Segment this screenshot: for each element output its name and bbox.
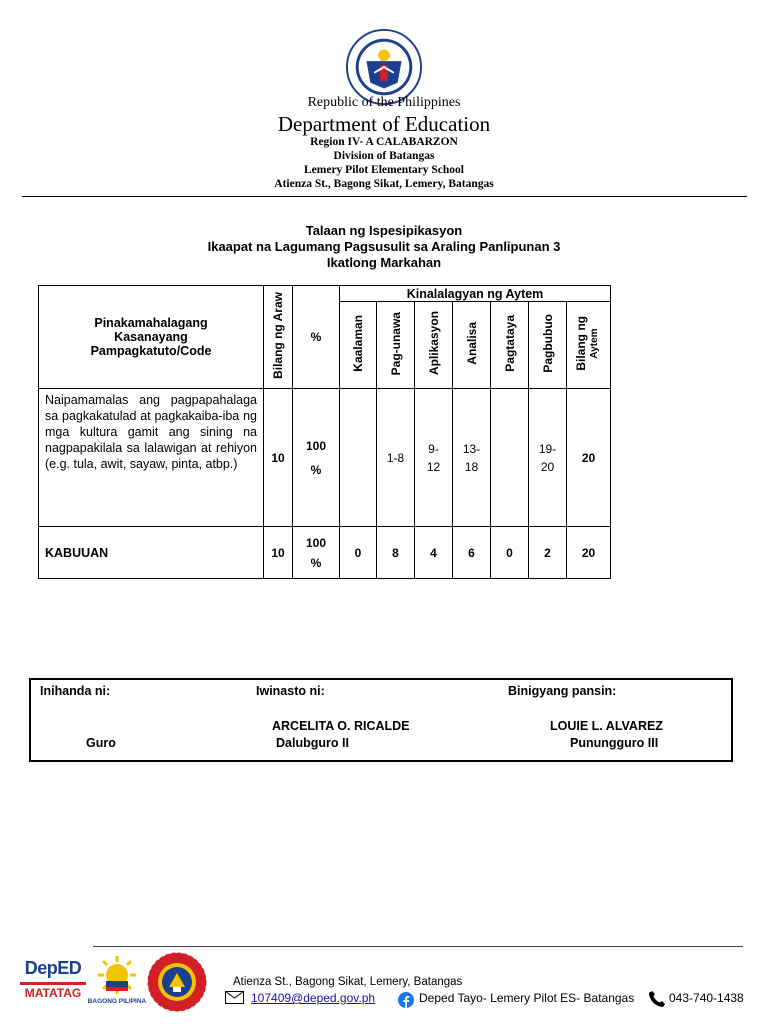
checked-role: Dalubguro II xyxy=(276,736,349,750)
total-items: 20 xyxy=(567,527,611,579)
header-days: Bilang ng Araw xyxy=(264,286,293,389)
total-level-5: 0 xyxy=(491,527,529,579)
bagong-pilipina-text: BAGONG PILIPINA xyxy=(87,998,147,1005)
row-days: 10 xyxy=(264,389,293,527)
total-level-2: 8 xyxy=(377,527,415,579)
row-level-4: 13- 18 xyxy=(453,389,491,527)
total-level-3: 4 xyxy=(415,527,453,579)
doc-title-line2: Ikaapat na Lagumang Pagsusulit sa Araling Panlipunan 3 xyxy=(207,239,561,254)
doc-title-line1: Talaan ng Ispesipikasyon xyxy=(305,223,463,238)
bagong-pilipina-icon xyxy=(92,955,142,997)
noted-label: Binigyang pansin: xyxy=(508,684,617,698)
header-level-5: Pagtataya xyxy=(491,302,529,389)
total-percent: 100 % xyxy=(293,527,340,579)
doc-title-line3: Ikatlong Markahan xyxy=(326,255,442,270)
header-level-1: Kaalaman xyxy=(340,302,377,389)
department-text: Department of Education xyxy=(277,112,491,136)
school-seal-logo xyxy=(146,951,208,1013)
header-items: Bilang ng Aytem xyxy=(567,302,611,389)
checked-label: Iwinasto ni: xyxy=(256,684,325,698)
header-level-6: Pagbubuo xyxy=(529,302,567,389)
header-divider xyxy=(22,196,747,197)
footer-divider xyxy=(93,946,743,947)
noted-role: Punungguro III xyxy=(570,736,659,750)
row-competency: Naipamamalas ang pagpapahalaga sa pagkakatulad at pagkakaiba-iba ng mga kultura gamit ang sining na nagpapakilala sa lalawigan at rehiyon (e.g. tula, awit, sayaw, pinta, atbp.) xyxy=(39,389,264,527)
prepared-label: Inihanda ni: xyxy=(40,684,111,698)
signature-box xyxy=(29,678,733,762)
division-text: Division of Batangas xyxy=(333,150,435,162)
mail-icon xyxy=(225,991,244,1004)
header-level-3: Aplikasyon xyxy=(415,302,453,389)
header-level-4: Analisa xyxy=(453,302,491,389)
header-placement: Kinalalagyan ng Aytem xyxy=(340,286,611,302)
header-percent: % xyxy=(293,286,340,389)
region-text: Region IV- A CALABARZON xyxy=(310,136,458,148)
header-competency: Pinakamahalagang Kasanayang Pampagkatuto/Code xyxy=(39,286,264,389)
phone-icon xyxy=(648,990,666,1008)
footer-address: Atienza St., Bagong Sikat, Lemery, Batangas xyxy=(233,976,463,988)
total-level-6: 2 xyxy=(529,527,567,579)
row-level-3: 9- 12 xyxy=(415,389,453,527)
deped-matatag-logo: DepED MATATAG xyxy=(20,958,86,1006)
header-level-2: Pag-unawa xyxy=(377,302,415,389)
row-level-6: 19- 20 xyxy=(529,389,567,527)
republic-text: Republic of the Philippines xyxy=(307,95,461,110)
phone-text: 043-740-1438 xyxy=(669,991,744,1005)
row-level-1 xyxy=(340,389,377,527)
total-level-4: 6 xyxy=(453,527,491,579)
prepared-role: Guro xyxy=(86,736,116,750)
email-link[interactable]: 107409@deped.gov.ph xyxy=(251,991,376,1005)
row-level-2: 1-8 xyxy=(377,389,415,527)
school-text: Lemery Pilot Elementary School xyxy=(303,164,464,176)
facebook-page-text: Deped Tayo- Lemery Pilot ES- Batangas xyxy=(419,991,635,1005)
row-items: 20 xyxy=(567,389,611,527)
total-label: KABUUAN xyxy=(39,527,264,579)
row-percent: 100 % xyxy=(293,389,340,527)
total-days: 10 xyxy=(264,527,293,579)
noted-name: LOUIE L. ALVAREZ xyxy=(550,719,663,733)
row-level-5 xyxy=(491,389,529,527)
facebook-icon xyxy=(398,992,414,1008)
address-text: Atienza St., Bagong Sikat, Lemery, Batangas xyxy=(274,178,494,190)
checked-name: ARCELITA O. RICALDE xyxy=(272,719,410,733)
total-level-1: 0 xyxy=(340,527,377,579)
spec-table xyxy=(38,285,611,579)
